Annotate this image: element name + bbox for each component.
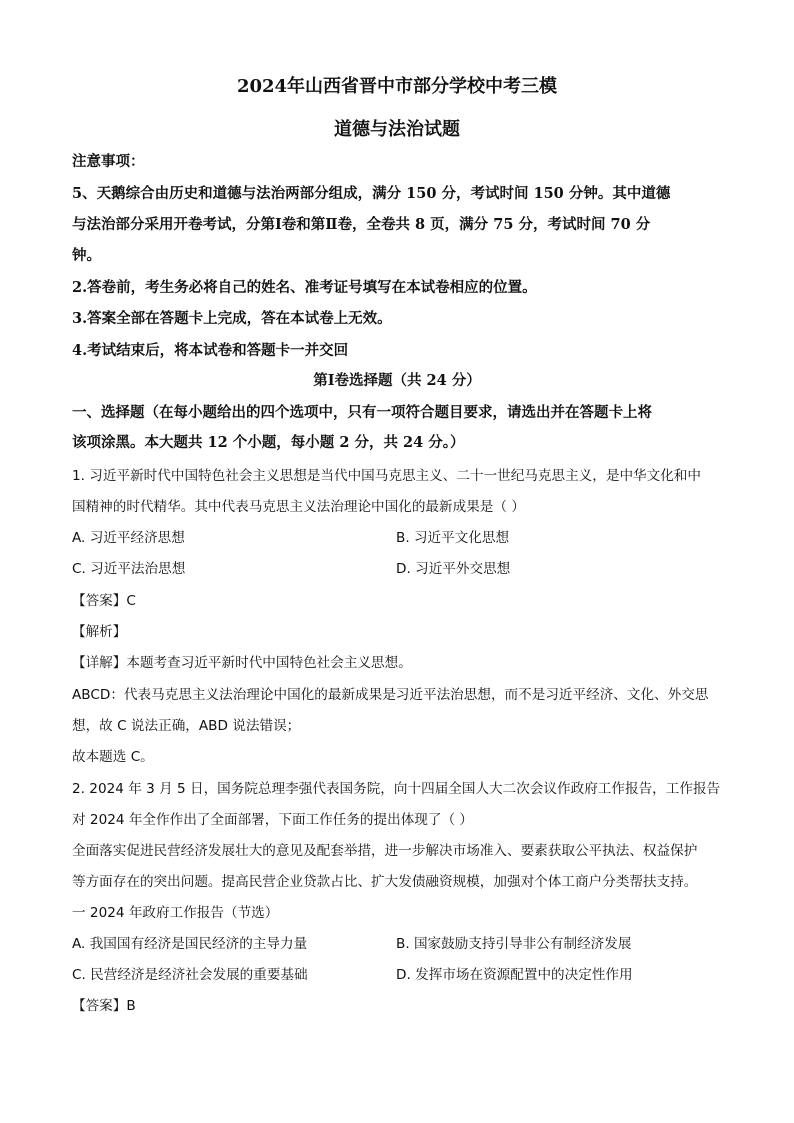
q1-stem-line1: 1. 习近平新时代中国特色社会主义思想是当代中国马克思主义、二十一世纪马克思主义，是中华文化和中: [72, 468, 702, 484]
notes-heading: 注意事项：: [72, 153, 145, 170]
notes-item4: 4.考试结束后，将本试卷和答题卡一并交回: [72, 342, 349, 359]
q2-option-a: A. 我国国有经济是国民经济的主导力量: [72, 936, 308, 952]
q2-source: 一 2024 年政府工作报告（节选）: [72, 905, 279, 921]
q1-detail-text: 本题考查习近平新时代中国特色社会主义思想。: [126, 655, 412, 671]
exam-subject: 道德与法治试题: [334, 119, 460, 140]
q1-answer-value: C: [126, 593, 136, 609]
notes-item2: 2.答卷前，考生务必将自己的姓名、准考证号填写在本试卷相应的位置。: [72, 279, 537, 296]
q1-analysis-label: 【解析】: [72, 624, 127, 640]
q2-answer-value: B: [126, 998, 136, 1014]
q1-answer: [72, 589, 136, 609]
q2-option-b: B. 国家鼓励支持引导非公有制经济发展: [396, 936, 632, 952]
section-title: 第Ⅰ卷选择题（共 24 分）: [313, 372, 481, 389]
section-instructions-line1: 一、选择题（在每小题给出的四个选项中，只有一项符合题目要求，请选出并在答题卡上将: [72, 404, 652, 421]
q1-explanation-line1: ABCD：代表马克思主义法治理论中国化的最新成果是习近平法治思想，而不是习近平经济、文化、外交思: [72, 687, 709, 703]
q1-answer-label: 【答案】: [72, 593, 127, 609]
notes-item3: 3.答案全部在答题卡上完成，答在本试卷上无效。: [72, 310, 392, 327]
q2-answer: [72, 994, 136, 1014]
q1-option-a: A. 习近平经济思想: [72, 530, 185, 546]
q1-explanation-line2: 想，故 C 说法正确，ABD 说法错误；: [72, 718, 301, 734]
q2-stem-line1: 2. 2024 年 3 月 5 日，国务院总理李强代表国务院，向十四届全国人大二次会议作政府工作报告，工作报告: [72, 781, 721, 797]
q1-conclusion: 故本题选 C。: [72, 749, 154, 765]
q1-stem-line2: 国精神的时代精华。其中代表马克思主义法治理论中国化的最新成果是（ ）: [72, 499, 525, 515]
q2-answer-label: 【答案】: [72, 998, 127, 1014]
q2-stem-line2: 对 2024 年全作作出了全面部署，下面工作任务的提出体现了（ ）: [72, 812, 473, 828]
notes-item1-line1: 5、天鹅综合由历史和道德与法治两部分组成，满分 150 分，考试时间 150 分钟。其中道德: [72, 185, 671, 202]
q2-material-line2: 等方面存在的突出问题。提高民营企业贷款占比、扩大发债融资规模，加强对个体工商户分类帮扶支持。: [72, 874, 698, 890]
section-instructions-line2: 该项涂黑。本大题共 12 个小题，每小题 2 分，共 24 分。）: [72, 434, 465, 451]
q1-option-b: B. 习近平文化思想: [396, 530, 510, 546]
q1-option-d: D. 习近平外交思想: [396, 561, 511, 577]
q1-detail: [72, 651, 412, 671]
notes-item1-line2: 与法治部分采用开卷考试，分第Ⅰ卷和第Ⅱ卷，全卷共 8 页，满分 75 分，考试时间 70 分: [72, 216, 651, 233]
q2-option-c: C. 民营经济是经济社会发展的重要基础: [72, 967, 308, 983]
q1-option-c: C. 习近平法治思想: [72, 561, 186, 577]
notes-item1-line3: 钟。: [72, 247, 101, 264]
q1-detail-label: 【详解】: [72, 655, 127, 671]
q2-material-line1: 全面落实促进民营经济发展壮大的意见及配套举措，进一步解决市场准入、要素获取公平执法、权益保护: [72, 843, 698, 859]
q2-option-d: D. 发挥市场在资源配置中的决定性作用: [396, 967, 633, 983]
exam-title: 2024年山西省晋中市部分学校中考三模: [236, 76, 558, 97]
